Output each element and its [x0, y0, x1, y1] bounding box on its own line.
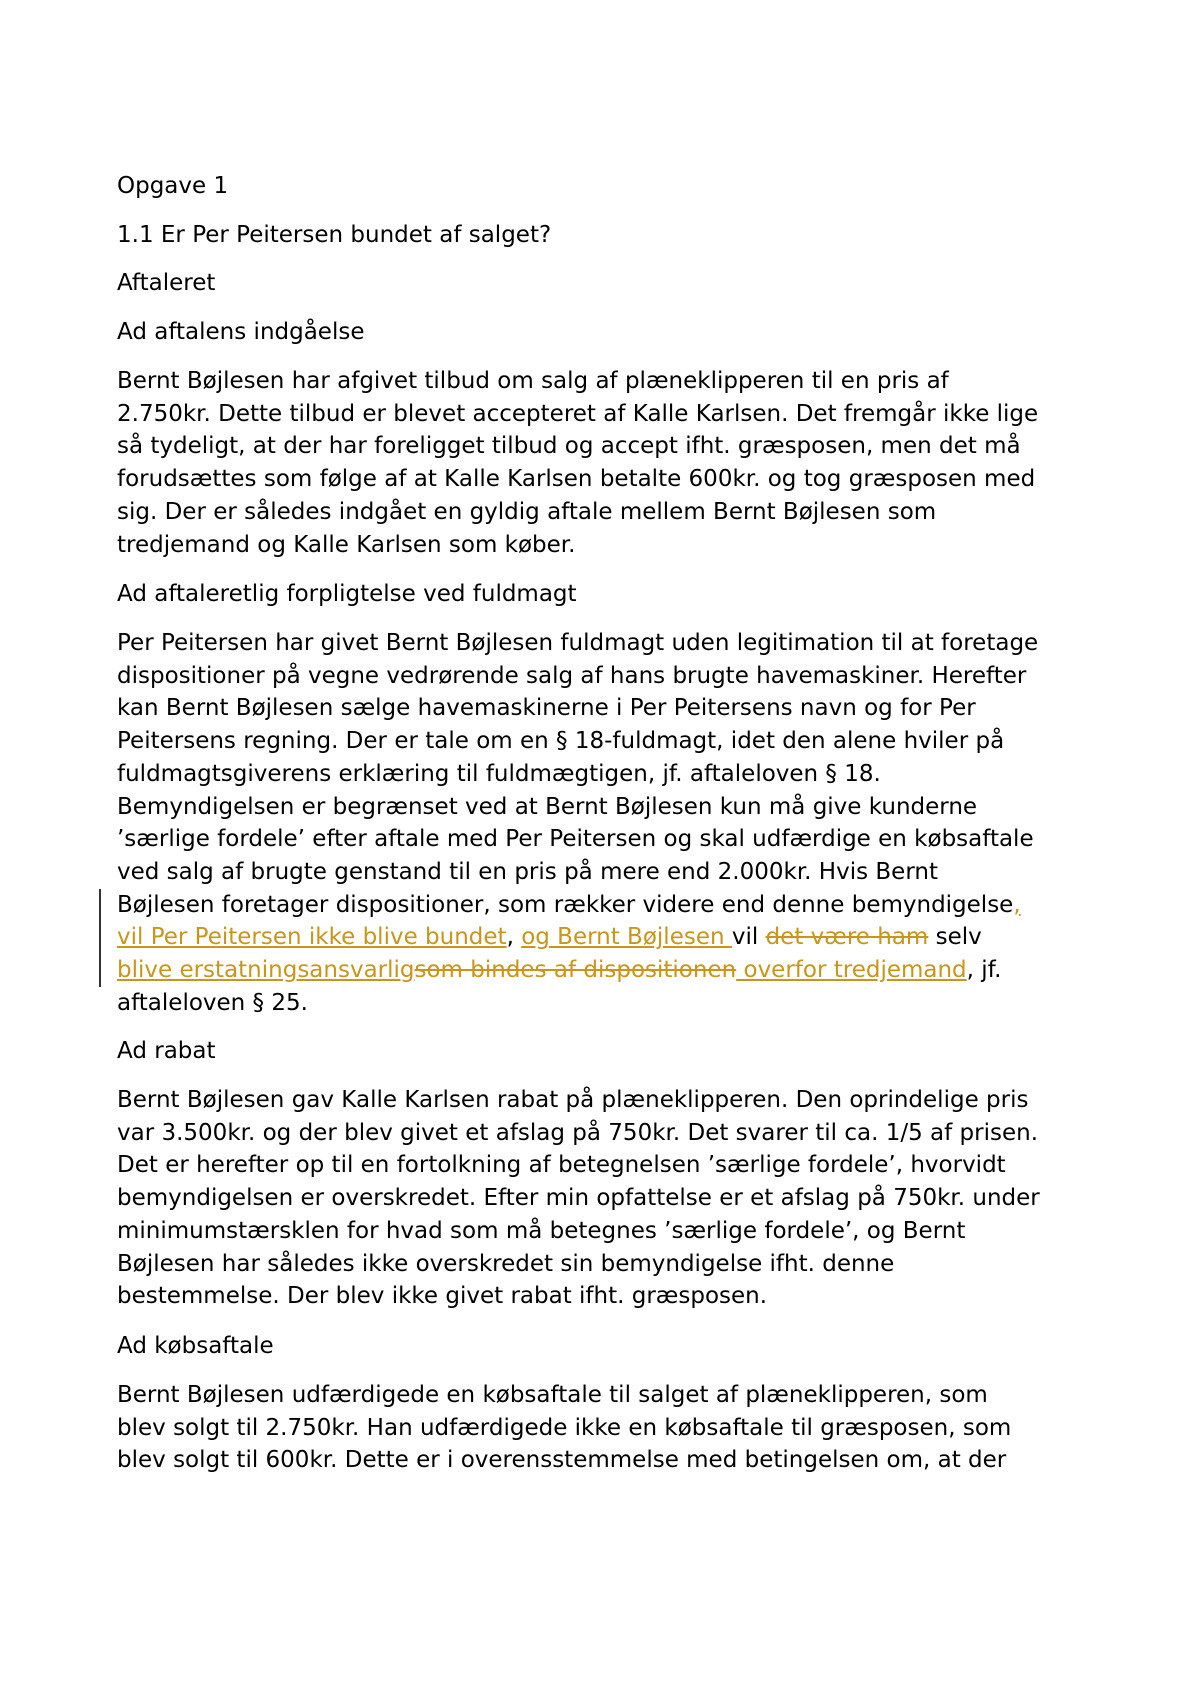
- text-line: Bøjlesen har således ikke overskredet sin bemyndigelse ifht. denne: [117, 1250, 895, 1277]
- text-line: blev solgt til 2.750kr. Han udfærdigede ikke en købsaftale til græsposen, som: [117, 1414, 1012, 1441]
- text-run: , jf.: [966, 957, 1002, 984]
- text-line: 2.750kr. Dette tilbud er blevet accepteret af Kalle Karlsen. Det fremgår ikke lige: [117, 400, 1039, 427]
- text-run: vil: [731, 924, 766, 951]
- subheading-fuldmagt: [117, 578, 1117, 611]
- text-line: aftaleloven § 25.: [117, 989, 308, 1016]
- text-line: Per Peitersen har givet Bernt Bøjlesen fuldmagt uden legitimation til at foretage: [117, 630, 1039, 656]
- text-line: Bemyndigelsen er begrænset ved at Bernt Bøjlesen kun må give kunderne: [117, 793, 978, 820]
- text-run: Bøjlesen foretager dispositioner, som rækker videre end denne bemyndigelse: [117, 891, 1014, 918]
- insertion[interactable]: overfor tredjemand: [736, 957, 967, 984]
- section-text: Aftaleret: [117, 270, 216, 296]
- subheading-text: Ad rabat: [117, 1038, 216, 1064]
- text-line: Peitersens regning. Der er tale om en § 18-fuldmagt, idet den alene hviler på: [117, 728, 1005, 755]
- paragraph-koebsaftale: [117, 1379, 1117, 1477]
- subheading-koebsaftale: [117, 1330, 1117, 1363]
- heading-text: Opgave 1: [117, 173, 229, 199]
- question-heading: [117, 219, 1117, 252]
- text-line: Bernt Bøjlesen gav Kalle Karlsen rabat på plæneklipperen. Den oprindelige pris: [117, 1087, 1029, 1113]
- text-line: kan Bernt Bøjlesen sælge havemaskinerne i Per Peitersens navn og for Per: [117, 695, 976, 722]
- text-line: minimumstærsklen for hvad som må betegnes ’særlige fordele’, og Bernt: [117, 1217, 966, 1244]
- deletion[interactable]: som bindes af dispositionen: [414, 957, 737, 984]
- text-line: så tydeligt, at der har foreligget tilbud og accept ifht. græsposen, men det må: [117, 433, 1021, 460]
- text-line: Bernt Bøjlesen udfærdigede en købsaftale til salget af plæneklipperen, som: [117, 1382, 988, 1408]
- subheading-text: Ad købsaftale: [117, 1333, 274, 1359]
- text-line: fuldmagtsgiverens erklæring til fuldmægtigen, jf. aftaleloven § 18.: [117, 760, 881, 787]
- tracked-line: [117, 889, 1117, 922]
- text-line: bemyndigelsen er overskredet. Efter min opfattelse er et afslag på 750kr. under: [117, 1185, 1040, 1212]
- insertion[interactable]: ,: [1013, 891, 1021, 918]
- text-line: Det er herefter op til en fortolkning af betegnelsen ’særlige fordele’, hvorvidt: [117, 1152, 1006, 1179]
- tracked-line: [117, 921, 1117, 954]
- question-text: 1.1 Er Per Peitersen bundet af salget?: [117, 222, 552, 248]
- subheading-rabat: [117, 1035, 1117, 1068]
- insertion[interactable]: blive erstatningsansvarlig: [117, 957, 415, 984]
- insertion[interactable]: og Bernt Bøjlesen: [521, 924, 732, 951]
- paragraph-indgaaelse: [117, 365, 1117, 561]
- tracked-line: [117, 954, 1117, 987]
- subheading-text: Ad aftalens indgåelse: [117, 319, 365, 345]
- change-bar-marker: [99, 889, 101, 987]
- text-line: blev solgt til 600kr. Dette er i overensstemmelse med betingelsen om, at der: [117, 1447, 1007, 1474]
- text-line: ved salg af brugte genstand til en pris på mere end 2.000kr. Hvis Bernt: [117, 858, 938, 885]
- subheading-indgaaelse: [117, 316, 1117, 349]
- text-line: bestemmelse. Der blev ikke givet rabat ifht. græsposen.: [117, 1283, 768, 1310]
- heading-opgave: [117, 170, 1117, 203]
- text-line: sig. Der er således indgået en gyldig aftale mellem Bernt Bøjlesen som: [117, 498, 937, 525]
- text-line: forudsættes som følge af at Kalle Karlsen betalte 600kr. og tog græsposen med: [117, 466, 1036, 493]
- deletion[interactable]: det være ham: [765, 924, 929, 951]
- subheading-text: Ad aftaleretlig forpligtelse ved fuldmagt: [117, 581, 577, 607]
- text-line: ’særlige fordele’ efter aftale med Per Peitersen og skal udfærdige en købsaftale: [117, 826, 1034, 853]
- text-line: dispositioner på vegne vedrørende salg af hans brugte havemaskiner. Herefter: [117, 662, 1027, 689]
- paragraph-fuldmagt: [117, 627, 1117, 1019]
- section-heading: [117, 267, 1117, 300]
- insertion[interactable]: vil Per Peitersen ikke blive bundet: [117, 924, 507, 951]
- text-line: var 3.500kr. og der blev givet et afslag på 750kr. Det svarer til ca. 1/5 af prisen.: [117, 1119, 1038, 1146]
- text-line: Bernt Bøjlesen har afgivet tilbud om salg af plæneklipperen til en pris af: [117, 368, 949, 394]
- text-line: tredjemand og Kalle Karlsen som køber.: [117, 531, 576, 558]
- paragraph-rabat: [117, 1084, 1117, 1313]
- text-run: ,: [506, 924, 522, 951]
- text-run: selv: [928, 924, 982, 951]
